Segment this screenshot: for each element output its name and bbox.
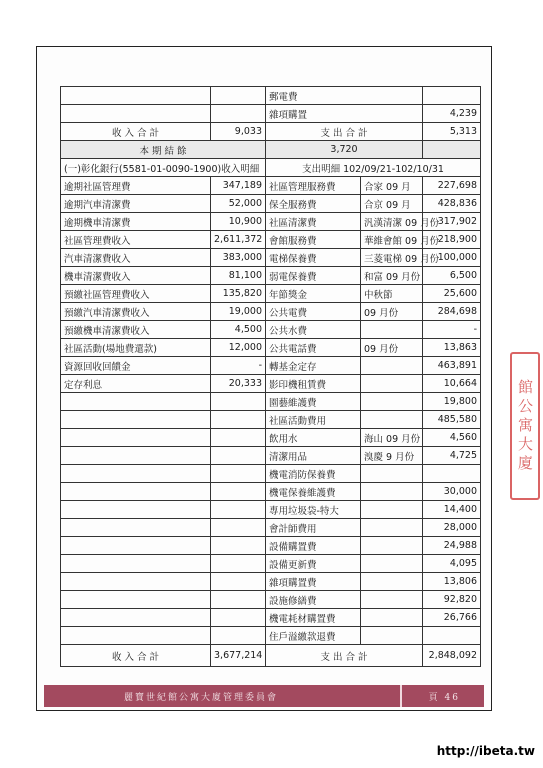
ledger-row <box>61 573 481 591</box>
ledger-row <box>61 519 481 537</box>
ledger-row <box>61 375 481 393</box>
ledger-row <box>61 483 481 501</box>
expense-note <box>361 501 423 519</box>
income-item: 逾期汽車清潔費 <box>61 195 211 213</box>
income-item <box>61 483 211 501</box>
income-item: 預繳機車清潔費收入 <box>61 321 211 339</box>
top-expense-item: 郵電費 <box>266 87 423 105</box>
top-cell <box>211 105 266 123</box>
expense-note <box>361 357 423 375</box>
balance-label: 本 期 結 餘 <box>61 141 266 159</box>
top-expense-amount: 4,239 <box>423 105 481 123</box>
expense-item: 轉基金定存 <box>266 357 361 375</box>
top-income-total-label: 收 入 合 計 <box>61 123 211 141</box>
expense-note <box>361 321 423 339</box>
ledger-row <box>61 447 481 465</box>
expense-total-value: 2,848,092 <box>423 645 481 667</box>
expense-item: 社區清潔費 <box>266 213 361 231</box>
watermark: http://ibeta.tw <box>436 744 535 758</box>
income-amount <box>211 609 266 627</box>
totals-row <box>61 645 481 667</box>
top-expense-total-label: 支 出 合 計 <box>266 123 423 141</box>
expense-period: 支出明細 102/09/21-102/10/31 <box>266 159 481 177</box>
income-item: 機車清潔費收入 <box>61 267 211 285</box>
top-cell <box>61 105 211 123</box>
ledger-row <box>61 285 481 303</box>
income-amount: 347,189 <box>211 177 266 195</box>
income-amount <box>211 573 266 591</box>
income-amount <box>211 429 266 447</box>
footer-band <box>44 685 484 707</box>
expense-note <box>361 375 423 393</box>
ledger-row <box>61 267 481 285</box>
expense-note: 三菱電梯 09 月份 <box>361 249 423 267</box>
income-amount: 52,000 <box>211 195 266 213</box>
income-item <box>61 555 211 573</box>
ledger-row <box>61 195 481 213</box>
ledger-row <box>61 177 481 195</box>
income-amount: 4,500 <box>211 321 266 339</box>
expense-note <box>361 555 423 573</box>
income-item: 預繳汽車清潔費收入 <box>61 303 211 321</box>
expense-amount: 92,820 <box>423 591 481 609</box>
expense-item: 飲用水 <box>266 429 361 447</box>
ledger-row <box>61 339 481 357</box>
balance-blank <box>423 141 481 159</box>
income-amount: 2,611,372 <box>211 231 266 249</box>
income-item <box>61 411 211 429</box>
income-item: 資源回收回饋金 <box>61 357 211 375</box>
expense-amount: 4,095 <box>423 555 481 573</box>
ledger-row <box>61 627 481 645</box>
income-amount <box>211 627 266 645</box>
income-total-label: 收 入 合 計 <box>61 645 211 667</box>
expense-item: 設備購置費 <box>266 537 361 555</box>
income-amount: 10,900 <box>211 213 266 231</box>
ledger-row <box>61 609 481 627</box>
seal-text: 館公寓大廈 <box>516 378 534 474</box>
balance-value: 3,720 <box>266 141 423 159</box>
expense-note: 合家 09 月 <box>361 177 423 195</box>
ledger-row <box>61 501 481 519</box>
expense-amount: 284,698 <box>423 303 481 321</box>
income-item <box>61 465 211 483</box>
income-item <box>61 573 211 591</box>
expense-item: 公共電話費 <box>266 339 361 357</box>
income-amount: 135,820 <box>211 285 266 303</box>
income-item <box>61 519 211 537</box>
top-expense-item: 雜項購置 <box>266 105 423 123</box>
expense-item: 專用垃圾袋-特大 <box>266 501 361 519</box>
expense-note <box>361 483 423 501</box>
income-amount: 81,100 <box>211 267 266 285</box>
expense-amount: 13,806 <box>423 573 481 591</box>
income-amount <box>211 537 266 555</box>
top-row <box>61 87 481 105</box>
expense-item: 社區活動費用 <box>266 411 361 429</box>
income-item: 逾期機車清潔費 <box>61 213 211 231</box>
income-item: 社區管理費收入 <box>61 231 211 249</box>
ledger-table <box>60 86 481 667</box>
expense-amount: 13,863 <box>423 339 481 357</box>
top-income-total-value: 9,033 <box>211 123 266 141</box>
ledger-row <box>61 537 481 555</box>
footer-divider <box>400 685 402 707</box>
expense-item: 保全服務費 <box>266 195 361 213</box>
expense-item: 住戶溢繳款退費 <box>266 627 361 645</box>
expense-note <box>361 519 423 537</box>
income-item <box>61 591 211 609</box>
expense-item: 會館服務費 <box>266 231 361 249</box>
income-amount: 383,000 <box>211 249 266 267</box>
expense-item: 設備更新費 <box>266 555 361 573</box>
top-expense-total-value: 5,313 <box>423 123 481 141</box>
expense-note: 華維會館 09 月份 <box>361 231 423 249</box>
ledger-row <box>61 393 481 411</box>
expense-amount: 463,891 <box>423 357 481 375</box>
expense-item: 雜項購置費 <box>266 573 361 591</box>
ledger-row <box>61 231 481 249</box>
ledger-row <box>61 465 481 483</box>
section-header-row <box>61 159 481 177</box>
income-amount <box>211 465 266 483</box>
income-amount <box>211 555 266 573</box>
expense-note: 合京 09 月 <box>361 195 423 213</box>
seal-stamp <box>510 352 540 500</box>
expense-note <box>361 627 423 645</box>
expense-item: 公共電費 <box>266 303 361 321</box>
expense-note <box>361 465 423 483</box>
expense-note: 09 月份 <box>361 339 423 357</box>
ledger-row <box>61 321 481 339</box>
ledger-row <box>61 429 481 447</box>
expense-amount: 10,664 <box>423 375 481 393</box>
income-item <box>61 627 211 645</box>
income-item <box>61 393 211 411</box>
expense-note: 海山 09 月份 <box>361 429 423 447</box>
expense-amount: 14,400 <box>423 501 481 519</box>
expense-note: 溴慶 9 月份 <box>361 447 423 465</box>
income-item: 定存利息 <box>61 375 211 393</box>
income-amount: 12,000 <box>211 339 266 357</box>
expense-item: 公共水費 <box>266 321 361 339</box>
income-amount <box>211 519 266 537</box>
expense-amount: 317,902 <box>423 213 481 231</box>
expense-amount: 6,500 <box>423 267 481 285</box>
expense-amount <box>423 465 481 483</box>
expense-item: 設施修繕費 <box>266 591 361 609</box>
income-item: 逾期社區管理費 <box>61 177 211 195</box>
income-amount: 20,333 <box>211 375 266 393</box>
expense-note <box>361 393 423 411</box>
income-amount: 19,000 <box>211 303 266 321</box>
expense-amount: 485,580 <box>423 411 481 429</box>
expense-item: 園藝維護費 <box>266 393 361 411</box>
ledger-row <box>61 213 481 231</box>
expense-item: 會計師費用 <box>266 519 361 537</box>
ledger-row <box>61 357 481 375</box>
expense-amount: 4,725 <box>423 447 481 465</box>
income-item: 預繳社區管理費收入 <box>61 285 211 303</box>
expense-amount: 100,000 <box>423 249 481 267</box>
expense-amount: 24,988 <box>423 537 481 555</box>
expense-note <box>361 537 423 555</box>
expense-amount: 218,900 <box>423 231 481 249</box>
expense-item: 年節獎金 <box>266 285 361 303</box>
section-title: (一)彰化銀行(5581-01-0090-1900)收入明細 <box>61 159 266 177</box>
footer-org: 麗寶世紀館公寓大廈管理委員會 <box>124 692 279 703</box>
expense-note: 中秋節 <box>361 285 423 303</box>
income-item: 社區活動(場地費還款) <box>61 339 211 357</box>
income-item: 汽車清潔費收入 <box>61 249 211 267</box>
income-amount: - <box>211 357 266 375</box>
income-amount <box>211 393 266 411</box>
balance-row <box>61 141 481 159</box>
income-amount <box>211 591 266 609</box>
expense-amount: 25,600 <box>423 285 481 303</box>
income-item <box>61 537 211 555</box>
expense-item: 社區管理服務費 <box>266 177 361 195</box>
expense-item: 弱電保養費 <box>266 267 361 285</box>
ledger-row <box>61 591 481 609</box>
expense-amount: - <box>423 321 481 339</box>
expense-note <box>361 573 423 591</box>
expense-note: 和富 09 月份 <box>361 267 423 285</box>
expense-item: 機電消防保養費 <box>266 465 361 483</box>
income-amount <box>211 501 266 519</box>
income-item <box>61 447 211 465</box>
expense-note <box>361 609 423 627</box>
top-expense-amount <box>423 87 481 105</box>
income-amount <box>211 411 266 429</box>
expense-item: 清潔用品 <box>266 447 361 465</box>
footer-page: 頁 46 <box>428 692 460 703</box>
top-totals-row <box>61 123 481 141</box>
expense-item: 機電耗材購置費 <box>266 609 361 627</box>
expense-note: 汎漢清潔 09 月份 <box>361 213 423 231</box>
top-cell <box>61 87 211 105</box>
income-item <box>61 501 211 519</box>
top-cell <box>211 87 266 105</box>
expense-note <box>361 591 423 609</box>
expense-amount: 227,698 <box>423 177 481 195</box>
expense-item: 影印機租賃費 <box>266 375 361 393</box>
income-item <box>61 429 211 447</box>
expense-note <box>361 411 423 429</box>
ledger-row <box>61 249 481 267</box>
expense-amount: 19,800 <box>423 393 481 411</box>
income-total-value: 3,677,214 <box>211 645 266 667</box>
income-amount <box>211 483 266 501</box>
expense-item: 機電保養維護費 <box>266 483 361 501</box>
expense-amount: 4,560 <box>423 429 481 447</box>
expense-amount: 28,000 <box>423 519 481 537</box>
expense-total-label: 支 出 合 計 <box>266 645 423 667</box>
income-amount <box>211 447 266 465</box>
ledger-row <box>61 555 481 573</box>
income-item <box>61 609 211 627</box>
expense-amount: 428,836 <box>423 195 481 213</box>
expense-amount: 30,000 <box>423 483 481 501</box>
expense-amount <box>423 627 481 645</box>
ledger-row <box>61 411 481 429</box>
expense-amount: 26,766 <box>423 609 481 627</box>
top-row <box>61 105 481 123</box>
expense-item: 電梯保養費 <box>266 249 361 267</box>
ledger-row <box>61 303 481 321</box>
expense-note: 09 月份 <box>361 303 423 321</box>
